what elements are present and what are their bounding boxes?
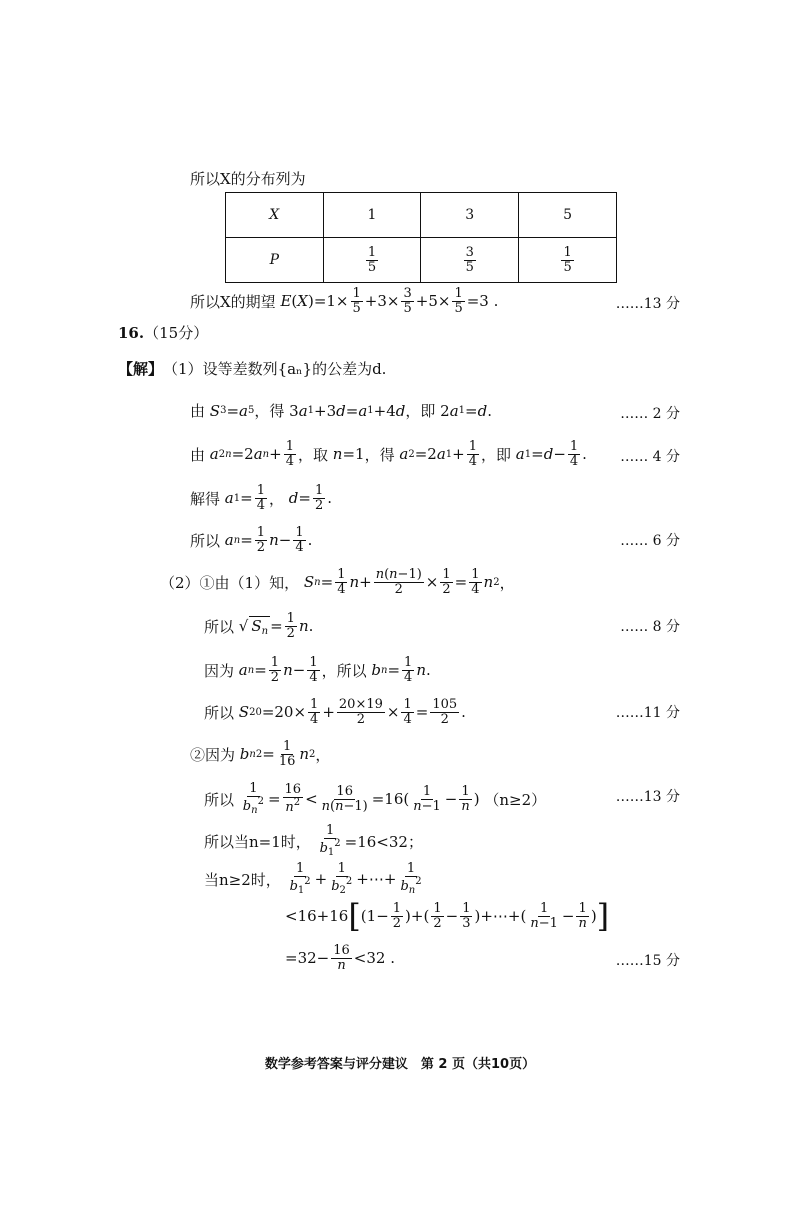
score-mark: ……13 分 — [615, 296, 680, 312]
page-footer: 数学参考答案与评分建议 第 2 页（共10页） — [264, 1057, 536, 1072]
equation-line: 所以 S 20 =20× $\frac{1}{4}$ + $\frac{20\times 19}{2}$ × $\frac{1}{4}$ = $\frac{105}{2}$ . — [204, 697, 466, 727]
equation-line: 由 S 3 = a 5 ，得 3 a 1 +3 d = a 1 +4 d ，即 2 a 1 = d . — [190, 401, 493, 420]
table-cell: $\frac{3}{5}$ — [421, 238, 519, 283]
equation-line: =32− $\frac{16}{n}$ <32 . — [285, 943, 395, 973]
intro-text: 所以X的分布列为 — [190, 170, 306, 188]
table-cell: 3 — [421, 193, 519, 238]
equation-line: <16+16 [ (1− $\frac{1}{2}$ )+( $\frac{1}{2}$ − $\frac{1}{3}$ )+⋯+( $\frac{1}{n-1}$ − $\frac{1}{n}$ ) ] — [285, 897, 610, 935]
equation-line: 因为 a n = $\frac{1}{2}$ n − $\frac{1}{4}$ ，所以 b n = $\frac{1}{4}$ n . — [204, 655, 431, 685]
equation-line: 所以当n=1时， $\frac{1}{b_1^2}$ =16<32； — [204, 823, 423, 858]
table-cell: 5 — [519, 193, 617, 238]
equation-line: 所以 a n = $\frac{1}{2}$ n − $\frac{1}{4}$ . — [190, 525, 313, 555]
score-mark: ……15 分 — [615, 953, 680, 969]
score-mark: ……11 分 — [615, 705, 680, 721]
table-cell: 1 — [323, 193, 421, 238]
score-mark: …… 6 分 — [620, 533, 680, 549]
equation-line: （2）①由（1）知， S n = $\frac{1}{4}$ n + $\frac{n(n-1)}{2}$ × $\frac{1}{2}$ = $\frac{1}{4}$ n 2 ， — [160, 567, 515, 597]
equation-line: 当n≥2时， $\frac{1}{b_1^2}$ + $\frac{1}{b_2^2}$ +⋯+ $\frac{1}{b_n^2}$ — [204, 861, 422, 896]
table-row — [226, 238, 617, 283]
table-cell: $\frac{1}{5}$ — [519, 238, 617, 283]
table-cell: $\frac{1}{5}$ — [323, 238, 421, 283]
score-mark: …… 2 分 — [620, 406, 680, 422]
equation-line: 所以 √ $S_n$ = $\frac{1}{2}$ n . — [204, 611, 314, 641]
score-mark: …… 4 分 — [620, 449, 680, 465]
score-mark: ……13 分 — [615, 789, 680, 805]
score-mark: …… 8 分 — [620, 619, 680, 635]
distribution-table — [225, 192, 617, 283]
question-header: 16. （15分） — [118, 323, 209, 342]
expectation-line: 所以X的期望 E ( X )=1× $\frac{1}{5}$ +3× $\frac{3}{5}$ +5× $\frac{1}{5}$ =3 . — [190, 286, 499, 316]
equation-line: 所以 $\frac{1}{b_n^2}$ = $\frac{16}{n^2}$ < $\frac{16}{n(n-1)}$ =16( $\frac{1}{n-1}$ − $\frac{1}{n}$ ) （n≥2） — [204, 781, 547, 816]
table-row — [226, 193, 617, 238]
table-header-x: X — [226, 193, 324, 238]
equation-line: ②因为 b n 2 = $\frac{1}{16}$ n 2 ， — [190, 739, 331, 769]
equation-line: 解得 a 1 = $\frac{1}{4}$ ， d = $\frac{1}{2}$ . — [190, 483, 333, 513]
part1-intro: 【解】 （1） 设等差数列{aₙ}的公差为d. — [118, 360, 387, 378]
equation-line: 由 a 2n =2 a n + $\frac{1}{4}$ ，取 n =1 ，得 a 2 =2 a 1 + $\frac{1}{4}$ ，即 a 1 = d − $\frac{1}{4}$ . — [190, 439, 587, 469]
table-header-p: P — [226, 238, 324, 283]
